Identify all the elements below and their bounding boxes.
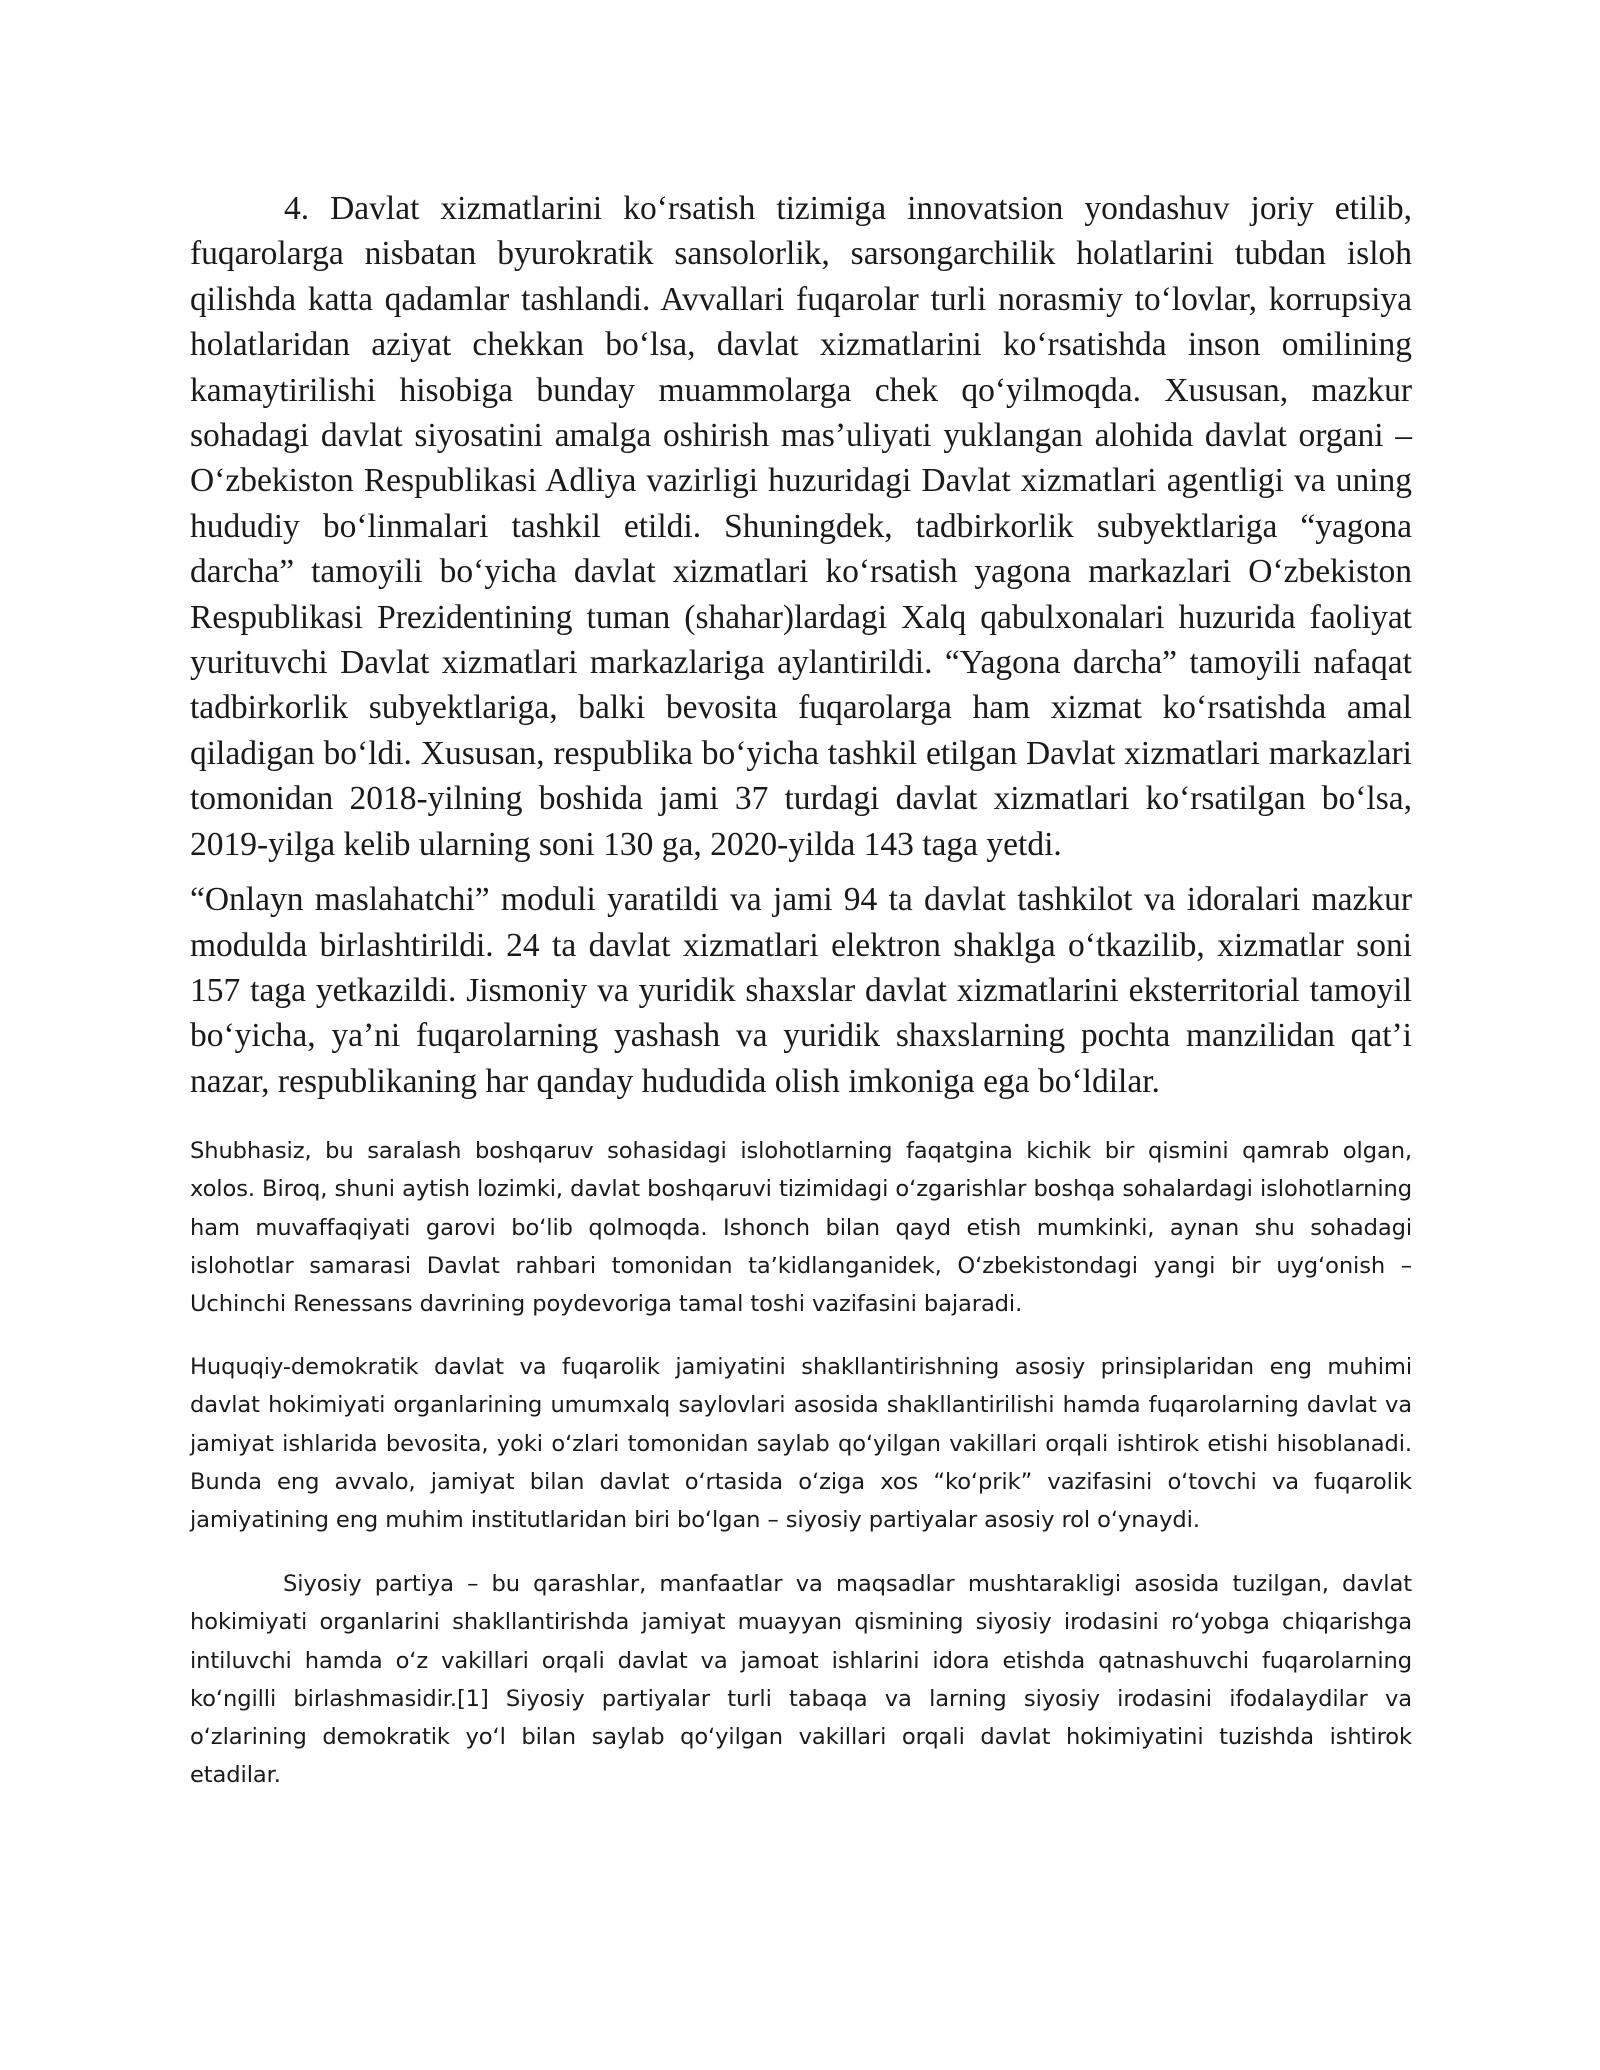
document-page xyxy=(190,186,1412,1794)
paragraph-political-party: Siyosiy partiya – bu qarashlar, manfaatlar va maqsadlar mushtarakligi asosida tuzilgan, davlat hokimiyati organlarini shakllantirishda jamiyat muayyan qismining siyosiy irodasini roʻyobga chiqarishga intiluvchi hamda oʻz vakillari orqali davlat va jamoat ishlarini idora etishda qatnashuvchi fuqarolarning koʻngilli birlashmasidir.[1] Siyosiy partiyalar turli tabaqa va larning siyosiy irodasini ifodalaydilar va oʻzlarining demokratik yoʻl bilan saylab qoʻyilgan vakillari orqali davlat hokimiyatini tuzishda ishtirok etadilar. xyxy=(190,1571,1412,1789)
paragraph-reforms-summary: Shubhasiz, bu saralash boshqaruv sohasidagi islohotlarning faqatgina kichik bir qismini qamrab olgan, xolos. Biroq, shuni aytish lozimki, davlat boshqaruvi tizimidagi oʻzgarishlar boshqa sohalardagi islohotlarning ham muvaffaqiyati garovi boʻlib qolmoqda. Ishonch bilan qayd etish mumkinki, aynan shu sohadagi islohotlar samarasi Davlat rahbari tomonidan taʼkidlanganidek, Oʻzbekistondagi yangi bir uygʻonish – Uchinchi Renessans davrining poydevoriga tamal toshi vazifasini bajaradi. xyxy=(190,1138,1412,1317)
paragraph-online-advisor: “Onlayn maslahatchi” moduli yaratildi va jami 94 ta davlat tashkilot va idoralari mazkur modulda birlashtirildi. 24 ta davlat xizmatlari elektron shaklga oʻtkazilib, xizmatlar soni 157 taga yetkazildi. Jismoniy va yuridik shaxslar davlat xizmatlarini eksterritorial tamoyil boʻyicha, yaʼni fuqarolarning yashash va yuridik shaxslarning pochta manzilidan qatʼi nazar, respublikaning har qanday hududida olish imkoniga ega boʻldilar. xyxy=(190,881,1412,1100)
paragraph-state-services-reform: 4. Davlat xizmatlarini koʻrsatish tizimiga innovatsion yondashuv joriy etilib, fuqarolarga nisbatan byurokratik sansolorlik, sarsongarchilik holatlarini tubdan isloh qilishda katta qadamlar tashlandi. Avvallari fuqarolar turli norasmiy toʻlovlar, korrupsiya holatlaridan aziyat chekkan boʻlsa, davlat xizmatlarini koʻrsatishda inson omilining kamaytirilishi hisobiga bunday muammolarga chek qoʻyilmoqda. Xususan, mazkur sohadagi davlat siyosatini amalga oshirish masʼuliyati yuklangan alohida davlat organi – Oʻzbekiston Respublikasi Adliya vazirligi huzuridagi Davlat xizmatlari agentligi va uning hududiy boʻlinmalari tashkil etildi. Shuningdek, tadbirkorlik subyektlariga “yagona darcha” tamoyili boʻyicha davlat xizmatlari koʻrsatish yagona markazlari Oʻzbekiston Respublikasi Prezidentining tuman (shahar)lardagi Xalq qabulxonalari huzurida faoliyat yurituvchi Davlat xizmatlari markazlariga aylantirildi. “Yagona darcha” tamoyili nafaqat tadbirkorlik subyektlariga, balki bevosita fuqarolarga ham xizmat koʻrsatishda amal qiladigan boʻldi. Xususan, respublika boʻyicha tashkil etilgan Davlat xizmatlari markazlari tomonidan 2018-yilning boshida jami 37 turdagi davlat xizmatlari koʻrsatilgan boʻlsa, 2019-yilga kelib ularning soni 130 ga, 2020-yilda 143 taga yetdi. xyxy=(190,190,1412,863)
paragraph-civil-society: Huquqiy-demokratik davlat va fuqarolik jamiyatini shakllantirishning asosiy prinsiplaridan eng muhimi davlat hokimiyati organlarining umumxalq saylovlari asosida shakllantirilishi hamda fuqarolarning davlat va jamiyat ishlarida bevosita, yoki oʻzlari tomonidan saylab qoʻyilgan vakillari orqali ishtirok etishi hisoblanadi. Bunda eng avvalo, jamiyat bilan davlat oʻrtasida oʻziga xos “koʻprik” vazifasini oʻtovchi va fuqarolik jamiyatining eng muhim institutlaridan biri boʻlgan – siyosiy partiyalar asosiy rol oʻynaydi. xyxy=(190,1354,1412,1533)
